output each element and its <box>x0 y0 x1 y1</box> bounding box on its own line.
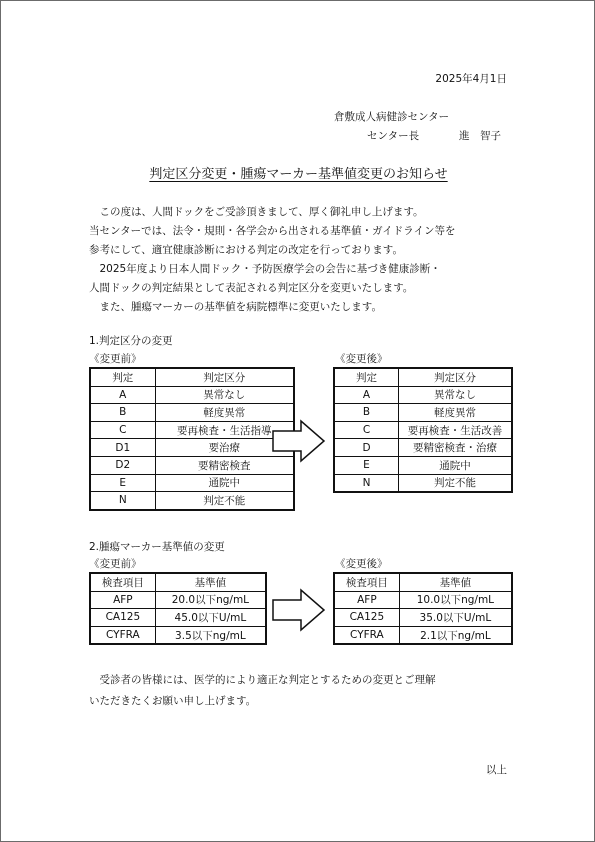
section1-before-table <box>89 367 295 511</box>
table-row <box>334 456 512 474</box>
grade-cell: B <box>334 404 398 422</box>
body-line: 当センターでは、法令・規則・各学会から出される基準値・ガイドライン等を <box>89 225 456 237</box>
marker-cell: CA125 <box>334 609 399 627</box>
section1-before-label: 《変更前》 <box>89 353 142 365</box>
closing-paragraph <box>89 670 436 712</box>
end-mark: 以上 <box>486 764 507 776</box>
body-line: また、腫瘍マーカーの基準値を病院標準に変更いたします。 <box>89 301 382 313</box>
table-row <box>90 492 294 510</box>
table-header-cell: 判定区分 <box>398 368 512 386</box>
grade-cell: E <box>334 456 398 474</box>
body-line: 人間ドックの判定結果として表記される判定区分を変更いたします。 <box>89 282 414 294</box>
table-row <box>334 421 512 439</box>
grade-cell: D2 <box>90 456 155 474</box>
reference-value-cell: 20.0以下ng/mL <box>155 591 266 609</box>
right-arrow-icon <box>271 419 327 463</box>
table-row <box>334 591 512 609</box>
reference-value-cell: 2.1以下ng/mL <box>399 626 512 644</box>
category-cell: 異常なし <box>398 386 512 404</box>
section2-before-label: 《変更前》 <box>89 558 142 570</box>
category-cell: 通院中 <box>155 474 294 492</box>
section2-before-table <box>89 572 267 645</box>
category-cell: 要治療 <box>155 439 294 457</box>
issue-date: 2025年4月1日 <box>435 73 507 85</box>
table-row <box>334 439 512 457</box>
category-cell: 判定不能 <box>155 492 294 510</box>
table-header-cell: 基準値 <box>155 573 266 591</box>
table-header-cell: 検査項目 <box>334 573 399 591</box>
table-row <box>90 591 266 609</box>
table-row <box>90 474 294 492</box>
table-header-cell: 判定 <box>90 368 155 386</box>
table-header-cell: 判定区分 <box>155 368 294 386</box>
marker-cell: AFP <box>334 591 399 609</box>
category-cell: 要再検査・生活改善 <box>398 421 512 439</box>
table-row <box>334 609 512 627</box>
grade-cell: D1 <box>90 439 155 457</box>
sender-title: センター長 <box>367 130 420 142</box>
category-cell: 軽度異常 <box>155 404 294 422</box>
grade-cell: A <box>90 386 155 404</box>
document-title: 判定区分変更・腫瘍マーカー基準値変更のお知らせ <box>149 167 448 182</box>
grade-cell: N <box>334 474 398 492</box>
body-paragraph <box>89 203 455 317</box>
marker-cell: CYFRA <box>334 626 399 644</box>
category-cell: 異常なし <box>155 386 294 404</box>
marker-cell: CYFRA <box>90 626 155 644</box>
table-row <box>90 626 266 644</box>
reference-value-cell: 3.5以下ng/mL <box>155 626 266 644</box>
section2-heading: 2.腫瘍マーカー基準値の変更 <box>89 541 225 553</box>
table-header-cell: 判定 <box>334 368 398 386</box>
section1-heading: 1.判定区分の変更 <box>89 335 173 347</box>
table-row <box>334 626 512 644</box>
table-row <box>90 386 294 404</box>
table-row <box>90 456 294 474</box>
table-header-cell: 検査項目 <box>90 573 155 591</box>
table-header-row <box>90 368 294 386</box>
table-row <box>90 439 294 457</box>
table-row <box>334 404 512 422</box>
grade-cell: D <box>334 439 398 457</box>
table-header-row <box>334 368 512 386</box>
category-cell: 軽度異常 <box>398 404 512 422</box>
section2-after-label: 《変更後》 <box>335 558 388 570</box>
table-row <box>90 609 266 627</box>
section1-after-table <box>333 367 513 493</box>
section1-after-label: 《変更後》 <box>335 353 388 365</box>
grade-cell: C <box>334 421 398 439</box>
sender-name: 進 智子 <box>459 130 501 142</box>
category-cell: 要再検査・生活指導 <box>155 421 294 439</box>
reference-value-cell: 35.0以下U/mL <box>399 609 512 627</box>
body-line: 参考にして、適宜健康診断における判定の改定を行っております。 <box>89 244 403 256</box>
marker-cell: CA125 <box>90 609 155 627</box>
organization-name: 倉敷成人病健診センター <box>334 111 450 123</box>
table-row <box>90 421 294 439</box>
category-cell: 通院中 <box>398 456 512 474</box>
closing-line: 受診者の皆様には、医学的により適正な判定とするための変更とご理解 <box>89 674 436 686</box>
right-arrow-icon <box>271 588 327 632</box>
grade-cell: C <box>90 421 155 439</box>
table-row <box>334 474 512 492</box>
category-cell: 要精密検査 <box>155 456 294 474</box>
category-cell: 判定不能 <box>398 474 512 492</box>
grade-cell: A <box>334 386 398 404</box>
section2-after-table <box>333 572 513 645</box>
table-header-row <box>90 573 266 591</box>
grade-cell: N <box>90 492 155 510</box>
body-line: この度は、人間ドックをご受診頂きまして、厚く御礼申し上げます。 <box>89 206 424 218</box>
reference-value-cell: 45.0以下U/mL <box>155 609 266 627</box>
reference-value-cell: 10.0以下ng/mL <box>399 591 512 609</box>
table-row <box>90 404 294 422</box>
table-header-row <box>334 573 512 591</box>
grade-cell: E <box>90 474 155 492</box>
marker-cell: AFP <box>90 591 155 609</box>
closing-line: いただきたくお願い申し上げます。 <box>89 695 257 707</box>
grade-cell: B <box>90 404 155 422</box>
body-line: 2025年度より日本人間ドック・予防医療学会の会告に基づき健康診断・ <box>89 263 441 275</box>
table-header-cell: 基準値 <box>399 573 512 591</box>
category-cell: 要精密検査・治療 <box>398 439 512 457</box>
table-row <box>334 386 512 404</box>
